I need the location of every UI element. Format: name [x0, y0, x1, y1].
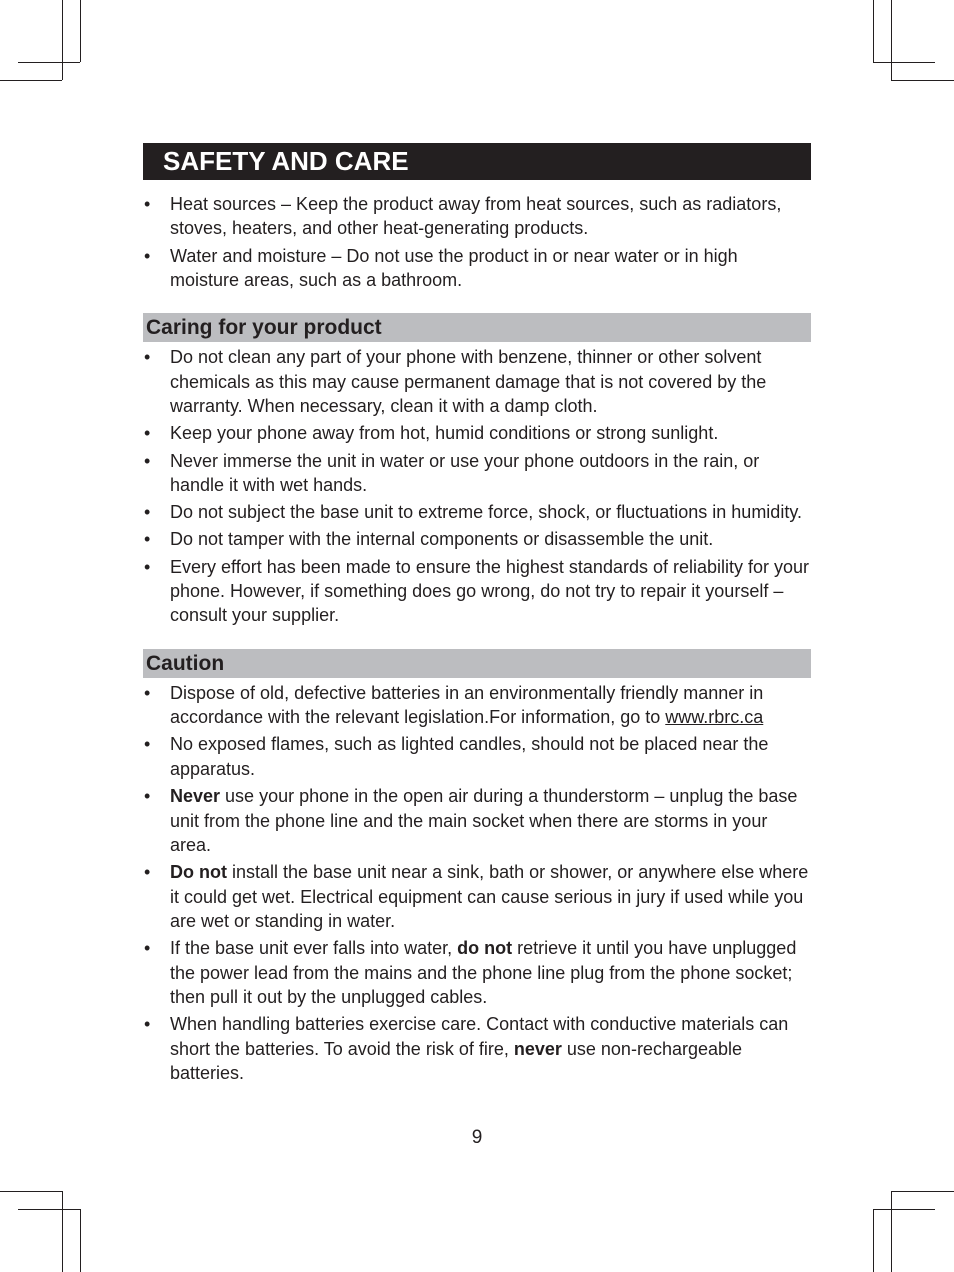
- list-item: • Do not clean any part of your phone with benzene, thinner or other solvent chemicals as this may cause permanent damage that is not covered by the warranty. When necessary, clean it with a damp cloth.: [144, 347, 767, 417]
- list-item: • Do not subject the base unit to extreme force, shock, or fluctuations in humidity.: [143, 500, 811, 524]
- bullet-icon: •: [144, 1014, 151, 1035]
- section-heading-caring: Caring for your product: [143, 313, 811, 342]
- list-item: • Do not tamper with the internal components or disassemble the unit.: [143, 527, 811, 551]
- bullet-icon: •: [144, 423, 151, 444]
- emphasis-do-not: do not: [457, 938, 513, 959]
- list-item: • Never use your phone in the open air during a thunderstorm – unplug the base unit from the phone line and the main socket when there are storms in your area.: [144, 786, 798, 855]
- bullet-icon: •: [144, 682, 151, 703]
- emphasis-do-not: Do not: [170, 862, 227, 883]
- emphasis-never: never: [513, 1038, 562, 1059]
- emphasis-never: Never: [170, 786, 221, 807]
- list-item: • Heat sources – Keep the product away from heat sources, such as radiators, stoves, heaters, and other heat-generating products.: [144, 194, 782, 239]
- bullet-icon: •: [144, 556, 151, 577]
- page-title: SAFETY AND CARE: [143, 143, 811, 180]
- list-item: • Dispose of old, defective batteries in an environmentally friendly manner in accordance with the relevant legislation.For information, go to www.rbrc.ca: [144, 682, 764, 728]
- section-heading-caution: Caution: [143, 649, 811, 678]
- caution-list: [143, 681, 811, 1085]
- list-item: • Every effort has been made to ensure the highest standards of reliability for your phone. However, if something does go wrong, do not try to repair it yourself – consult your supplier.: [144, 556, 810, 626]
- bullet-icon: •: [144, 786, 151, 807]
- list-item: • If the base unit ever falls into water, do not retrieve it until you have unplugged the power lead from the mains and the phone line plug from the phone socket; then pull it out by the unplugged cables.: [144, 938, 797, 1007]
- bullet-icon: •: [144, 450, 151, 471]
- list-item: • Do not install the base unit near a sink, bath or shower, or anywhere else where it could get wet. Electrical equipment can cause serious in jury if used while you are wet or standing in water.: [144, 862, 809, 931]
- intro-list: [143, 192, 811, 292]
- list-item: • Keep your phone away from hot, humid conditions or strong sunlight.: [143, 421, 811, 445]
- page-content: [143, 143, 811, 1088]
- bullet-icon: •: [144, 347, 151, 368]
- bullet-icon: •: [144, 734, 151, 755]
- rbrc-link[interactable]: www.rbrc.ca: [665, 707, 764, 728]
- list-item: • When handling batteries exercise care. Contact with conductive materials can short the batteries. To avoid the risk of fire, never use non-rechargeable batteries.: [144, 1014, 789, 1083]
- caring-list: [143, 345, 811, 627]
- bullet-icon: •: [144, 245, 151, 266]
- bullet-icon: •: [144, 502, 151, 523]
- bullet-icon: •: [144, 862, 151, 883]
- bullet-icon: •: [144, 529, 151, 550]
- bullet-icon: •: [144, 194, 151, 214]
- list-item: • No exposed flames, such as lighted candles, should not be placed near the apparatus.: [144, 734, 769, 779]
- list-item: • Never immerse the unit in water or use your phone outdoors in the rain, or handle it with wet hands.: [144, 450, 760, 496]
- bullet-icon: •: [144, 938, 151, 959]
- list-item: • Water and moisture – Do not use the product in or near water or in high moisture areas, such as a bathroom.: [144, 245, 738, 291]
- page-number: 9: [471, 1127, 483, 1148]
